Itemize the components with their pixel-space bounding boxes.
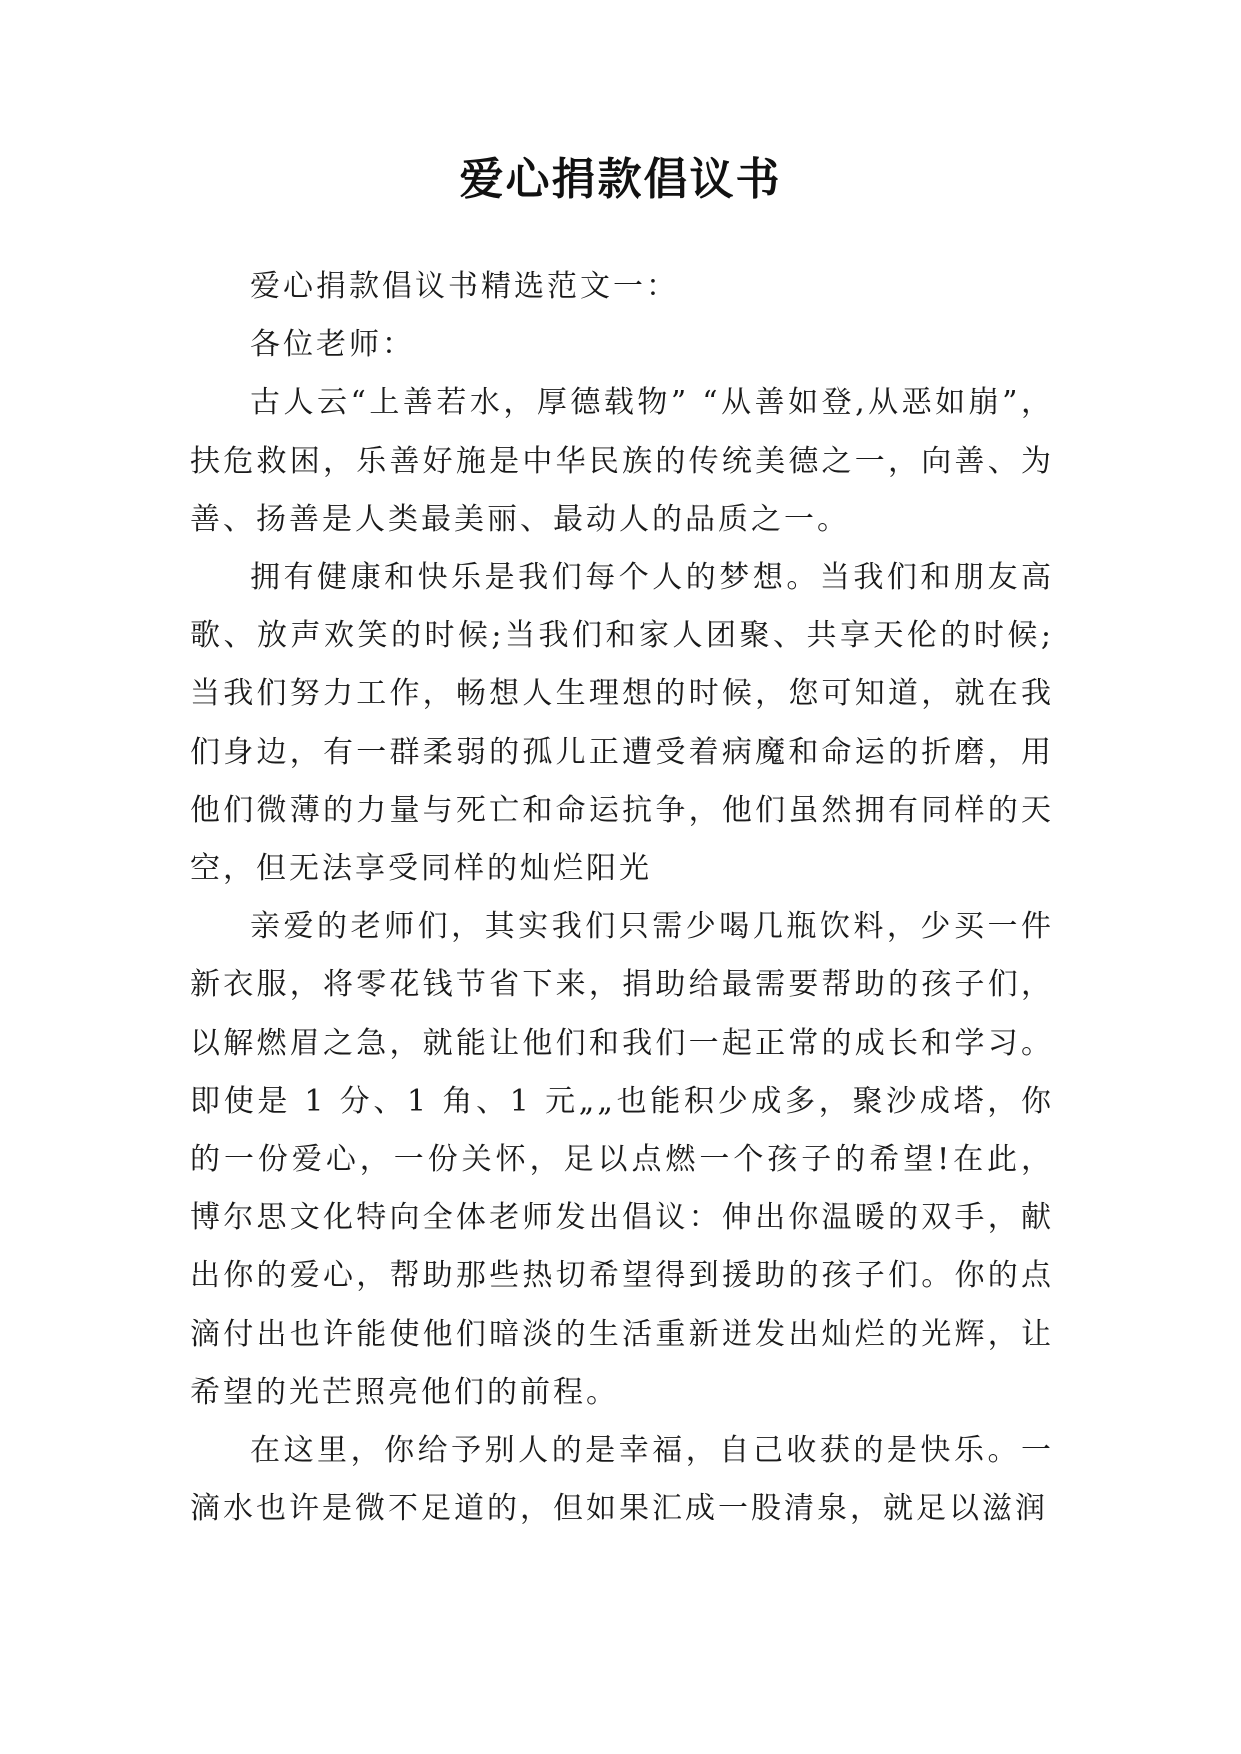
paragraph: 在这里，你给予别人的是幸福，自己收获的是快乐。一滴水也许是微不足道的，但如果汇成一股清泉，就足以滋润 <box>190 1433 1054 1527</box>
paragraph: 古人云“上善若水，厚德载物” “从善如登,从恶如崩”，扶危救困，乐善好施是中华民族的传统美德之一，向善、为善、扬善是人类最美丽、最动人的品质之一。 <box>190 385 1054 537</box>
document-title: 爱心捐款倡议书 <box>459 154 782 205</box>
paragraph: 亲爱的老师们，其实我们只需少喝几瓶饮料，少买一件新衣服，将零花钱节省下来，捐助给最需要帮助的孩子们，以解燃眉之急，就能让他们和我们一起正常的成长和学习。即使是 1 分、1 角、1 元„„也能积少成多，聚沙成塔，你的一份爱心，一份关怀，足以点燃一个孩子的希望!在此，博尔思文化特向全体老师发出倡议：伸出你温暖的双手，献出你的爱心，帮助那些热切希望得到援助的孩子们。你的点滴付出也许能使他们暗淡的生活重新迸发出灿烂的光辉，让希望的光芒照亮他们的前程。 <box>190 909 1054 1410</box>
document-body <box>190 258 1054 1538</box>
paragraph-heading: 爱心捐款倡议书精选范文一： <box>250 269 679 304</box>
paragraph: 拥有健康和快乐是我们每个人的梦想。当我们和朋友高歌、放声欢笑的时候;当我们和家人团聚、共享天伦的时候;当我们努力工作，畅想人生理想的时候，您可知道，就在我们身边，有一群柔弱的孤儿正遭受着病魔和命运的折磨，用他们微薄的力量与死亡和命运抗争，他们虽然拥有同样的天空，但无法享受同样的灿烂阳光 <box>190 560 1054 887</box>
paragraph-salutation: 各位老师： <box>250 327 415 363</box>
